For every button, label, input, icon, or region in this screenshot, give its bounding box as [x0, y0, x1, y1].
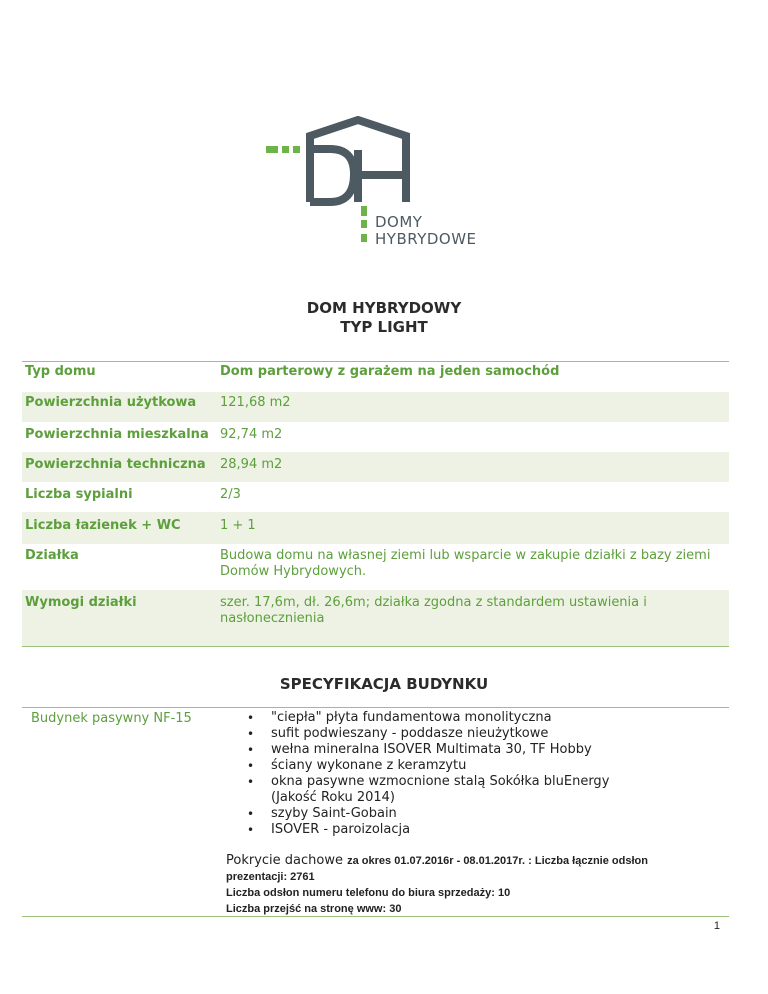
page-title: DOM HYBRYDOWY: [306, 299, 462, 317]
row-value: Budowa domu na własnej ziemi lub wsparcie w zakupie działki z bazy ziemi Domów Hybrydowych.: [220, 548, 711, 579]
table-row: [22, 422, 729, 452]
stats-line-1: za okres 01.07.2016r - 08.01.2017r. : Liczba łącznie odsłon: [347, 855, 648, 867]
footer-divider: [22, 916, 729, 917]
table-row: [22, 544, 729, 590]
list-item: • szyby Saint-Gobain: [245, 806, 609, 822]
table-row: [22, 482, 729, 512]
row-value: 28,94 m2: [220, 457, 283, 472]
list-item: • wełna mineralna ISOVER Multimata 30, TF Hobby: [245, 742, 609, 758]
row-value: 92,74 m2: [220, 427, 283, 442]
stats-line-2: prezentacji: 2761: [226, 871, 315, 883]
roof-label: Pokrycie dachowe: [226, 853, 343, 868]
logo-text-line2: HYBRYDOWE: [375, 230, 477, 248]
row-label: Liczba sypialni: [25, 487, 133, 502]
row-value: Dom parterowy z garażem na jeden samochód: [220, 364, 560, 379]
row-label: Powierzchnia techniczna: [25, 457, 206, 472]
page-number: 1: [713, 920, 720, 932]
spec-top-divider: [22, 707, 729, 708]
row-label: Powierzchnia użytkowa: [25, 395, 197, 410]
table-row: [22, 452, 729, 482]
table-row: [22, 392, 729, 422]
stats-line-4: Liczba przejść na stronę www: 30: [226, 903, 402, 915]
roof-line: [226, 853, 648, 868]
row-label: Działka: [25, 548, 79, 563]
list-item: • "ciepła" płyta fundamentowa monolityczna: [245, 710, 609, 726]
table-row: [22, 512, 729, 544]
row-label: Liczba łazienek + WC: [25, 518, 181, 533]
list-item: • ISOVER - paroizolacja: [245, 822, 609, 838]
row-value: szer. 17,6m, dł. 26,6m; działka zgodna z standardem ustawienia i nasłonecznienia: [220, 595, 647, 626]
list-item-continuation: (Jakość Roku 2014): [271, 790, 396, 805]
list-item: • ściany wykonane z keramzytu: [245, 758, 609, 774]
table-bottom-divider: [22, 646, 729, 647]
list-item: • sufit podwieszany - poddasze nieużytkowe: [245, 726, 609, 742]
table-row: [22, 362, 729, 392]
table-row: [22, 590, 729, 646]
page-subtitle: TYP LIGHT: [340, 318, 428, 336]
row-label: Wymogi działki: [25, 595, 137, 610]
spec-heading: SPECYFIKACJA BUDYNKU: [279, 675, 489, 693]
row-value: 1 + 1: [220, 518, 256, 533]
stats-line-3: Liczba odsłon numeru telefonu do biura sprzedaży: 10: [226, 887, 511, 899]
spec-list: [245, 710, 609, 838]
row-value: 121,68 m2: [220, 395, 291, 410]
row-label: Powierzchnia mieszkalna: [25, 427, 209, 442]
list-item: • okna pasywne wzmocnione stalą Sokółka bluEnergy: [245, 774, 609, 790]
row-label: Typ domu: [25, 364, 96, 379]
row-value: 2/3: [220, 487, 241, 502]
logo-text-line1: DOMY: [375, 213, 423, 231]
building-type: Budynek pasywny NF-15: [31, 711, 192, 726]
